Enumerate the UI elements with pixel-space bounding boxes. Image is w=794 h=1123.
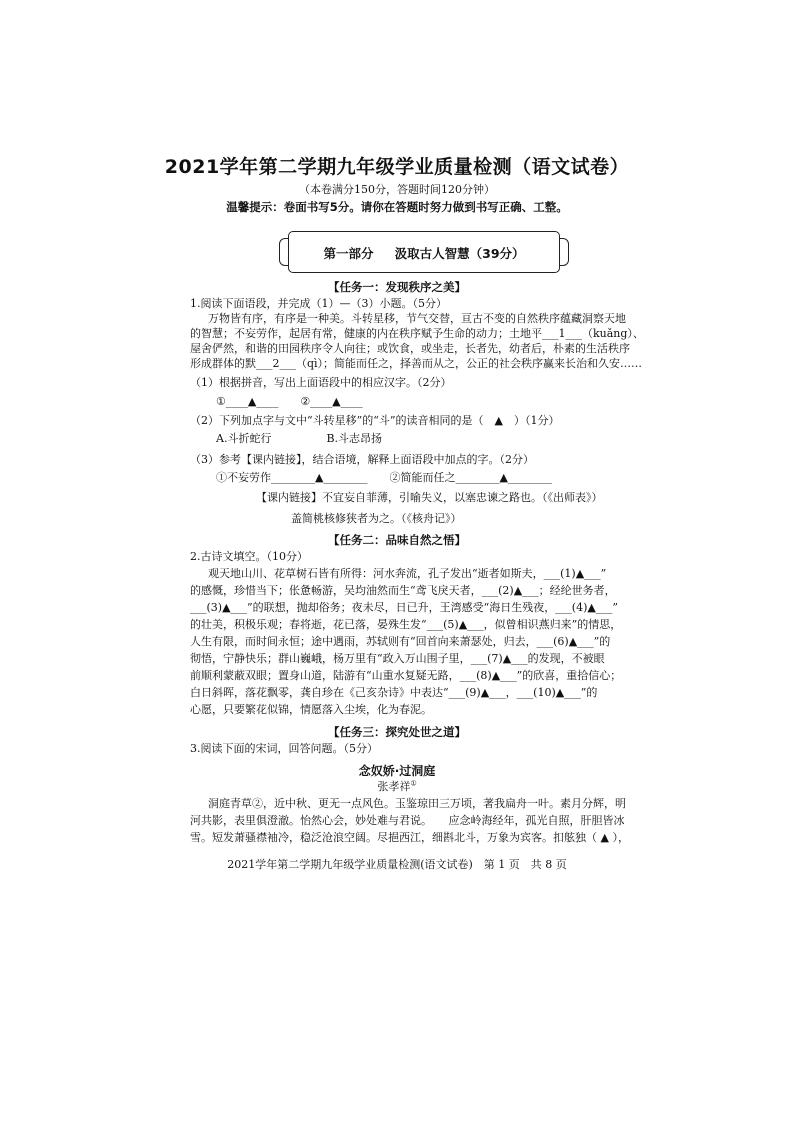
poem-line: 河共影，表里俱澄澈。怡然心会，妙处难与君说。 应念岭海经年，孤光自照，肝胆皆冰 xyxy=(190,814,625,827)
passage-line: 万物皆有序，有序是一种美。斗转星移，节气交替，亘古不变的自然秩序蕴藏洞察天地 xyxy=(208,312,626,325)
fill-line: 前顺利蒙蔽双眼；置身山道，陆游有“山重水复疑无路，___(8)▲___”的欣喜，重拾信心； xyxy=(190,669,622,682)
passage-line: 形成群体的默___2___（qì）；简能而任之，择善而从之，公正的社会秩序赢来长治和久安…… xyxy=(190,357,643,370)
question-1: 1.阅读下面语段，并完成（1）—（3）小题。（5分） xyxy=(190,297,447,310)
subquestion-1-blanks[interactable]: ①____▲____ ②____▲____ xyxy=(216,395,363,408)
author-note: ① xyxy=(410,779,417,788)
subquestion-2: （2）下列加点字与文中“斗转星移”的“斗”的读音相同的是（ ▲ ）（1分） xyxy=(190,414,560,427)
exam-subtitle: （本卷满分150分，答题时间120分钟） xyxy=(299,183,495,196)
poem-line: 洞庭青草②，近中秋、更无一点风色。玉鉴琼田三万顷，著我扁舟一叶。素月分辉，明 xyxy=(208,797,626,810)
fill-line: ___(3)▲___”的联想，抛却俗务；夜未尽，日已升，王湾感受“海日生残夜，___(4)▲___” xyxy=(190,601,618,614)
fill-line: 白日斜晖，落花飘零，龚自珍在《己亥杂诗》中表达“___(9)▲___，___(10)▲___”的 xyxy=(190,686,598,699)
author-name: 张孝祥 xyxy=(377,780,411,793)
task2-heading: 【任务二：品味自然之悟】 xyxy=(328,533,466,547)
course-link-2: 盖简桃核修狭者为之。（《核舟记》） xyxy=(291,512,462,525)
fill-line: 的壮美，积极乐观；春将逝，花已落，晏殊生发“___(5)▲___，似曾相识燕归来”的情思， xyxy=(190,618,622,631)
exam-hint: 温馨提示：卷面书写5分。请你在答题时努力做到书写正确、工整。 xyxy=(226,200,568,214)
task1-heading: 【任务一：发现秩序之美】 xyxy=(328,280,466,294)
part-banner xyxy=(288,231,560,273)
subquestion-2-options: A.斗折蛇行 B.斗志昂扬 xyxy=(216,432,383,445)
subquestion-1: （1）根据拼音，写出上面语段中的相应汉字。（2分） xyxy=(190,376,452,389)
fill-line: 的感慨，珍惜当下；伥惫畅游，吴均油然而生“鸢飞戾天者，___(2)▲___；经纶世务者， xyxy=(190,584,616,597)
course-link-1: 【课内链接】不宜妄自菲薄，引喻失义，以塞忠谏之路也。（《出师表》） xyxy=(256,491,603,504)
question-3: 3.阅读下面的宋词，回答问题。（5分） xyxy=(190,742,378,755)
subquestion-3-blanks[interactable]: ①不妄劳作________▲________ ②简能而任之________▲________ xyxy=(216,471,552,484)
fill-line: 观天地山川、花草树石皆有所得：河水奔流，孔子发出“逝者如斯夫，___(1)▲___” xyxy=(208,567,607,580)
page-footer: 2021学年第二学期九年级学业质量检测(语文试卷) 第 1 页 共 8 页 xyxy=(227,858,567,871)
task3-heading: 【任务三：探究处世之道】 xyxy=(328,725,466,739)
poem-author xyxy=(0,778,794,794)
fill-line: 心愿，只要繁花似锦，情愿落入尘埃，化为春泥。 xyxy=(190,703,432,716)
poem-title: 念奴娇·过洞庭 xyxy=(358,764,436,778)
poem-line: 雪。短发萧骚襟袖冷，稳泛沧浪空阔。尽挹西江，细斟北斗，万象为宾客。扣舷独（ ▲ ）， xyxy=(190,831,629,844)
exam-title: 2021学年第二学期九年级学业质量检测（语文试卷） xyxy=(164,156,630,178)
passage-line: 的智慧；不妄劳作，起居有常，健康的内在秩序赋予生命的动力；土地平___1___（kuǎng）、 xyxy=(190,327,644,340)
fill-line: 人生有限，而时间永恒；途中遇雨，苏轼则有“回首向来萧瑟处，归去，___(6)▲___”的 xyxy=(190,635,611,648)
part-label: 第一部分 汲取古人智慧（39分） xyxy=(323,246,525,261)
fill-line: 彻悟，宁静快乐；群山巍峨，杨万里有“政入万山围子里，___(7)▲___的发现，不被眼 xyxy=(190,652,605,665)
subquestion-3: （3）参考【课内链接】，结合语境，解释上面语段中加点的字。（2分） xyxy=(190,453,534,466)
question-2: 2.古诗文填空。（10分） xyxy=(190,550,308,563)
passage-line: 屋舍俨然，和谐的田园秩序令人向往；或饮食，或坐走，长者先，幼者后，朴素的生活秩序 xyxy=(190,342,630,355)
